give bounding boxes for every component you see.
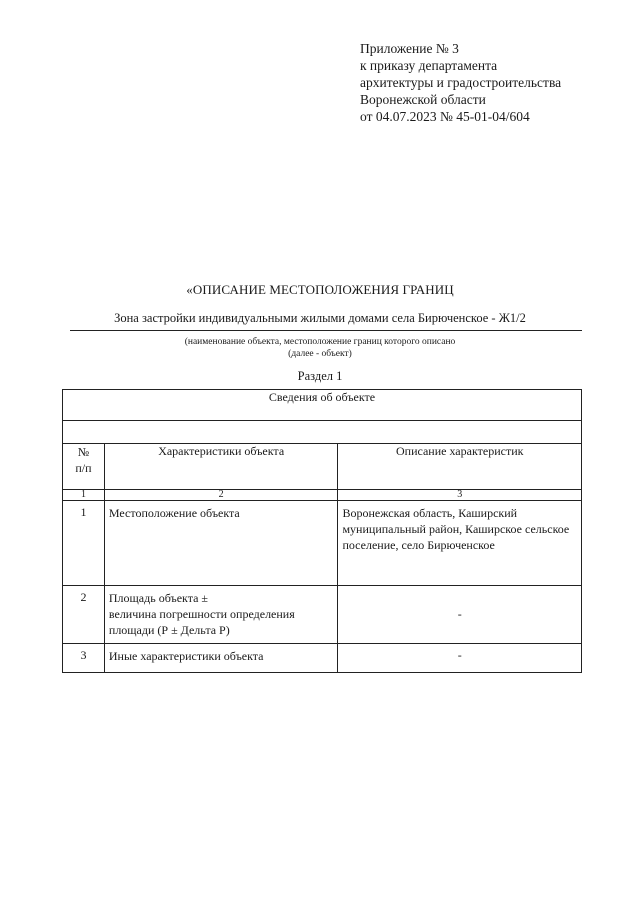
header-characteristic: Характеристики объекта [104,444,338,490]
object-name: Зона застройки индивидуальными жилыми домами села Бирюченское - Ж1/2 [114,311,526,325]
row-characteristic: Площадь объекта ± величина погрешности определения площади (Р ± Дельта Р) [104,586,338,644]
object-info-table [62,389,582,673]
appendix-line: от 04.07.2023 № 45-01-04/604 [360,109,530,124]
column-number: 1 [63,490,105,501]
table-empty-row [63,421,582,444]
column-number: 3 [338,490,582,501]
object-caption [0,336,640,360]
appendix-line: архитектуры и градостроительства [360,75,562,90]
section-title: Раздел 1 [297,369,343,383]
column-number: 2 [104,490,338,501]
table-row [63,644,582,673]
empty-cell [63,421,582,444]
row-number: 1 [63,501,105,586]
header-description: Описание характеристик [338,444,582,490]
table-row [63,501,582,586]
table-row [63,586,582,644]
object-caption-line: (далее - объект) [288,349,352,359]
table-header-row [63,444,582,490]
row-number: 2 [63,586,105,644]
underline-rule [70,330,582,331]
appendix-line: Воронежской области [360,92,486,107]
row-characteristic: Иные характеристики объекта [104,644,338,673]
document-title: «ОПИСАНИЕ МЕСТОПОЛОЖЕНИЯ ГРАНИЦ [186,282,454,297]
header-num: № п/п [63,444,105,490]
row-description: - [338,644,582,673]
row-description: Воронежская область, Каширский муниципальный район, Каширское сельское поселение, село Бирюченское [338,501,582,586]
table-title: Сведения об объекте [63,390,582,421]
column-number-row [63,490,582,501]
row-number: 3 [63,644,105,673]
object-caption-line: (наименование объекта, местоположение границ которого описано [184,337,456,347]
row-description: - [338,586,582,644]
row-characteristic: Местоположение объекта [104,501,338,586]
table-title-row [63,390,582,421]
appendix-block [360,40,561,125]
appendix-line: к приказу департамента [360,58,498,73]
appendix-line: Приложение № 3 [360,41,459,56]
